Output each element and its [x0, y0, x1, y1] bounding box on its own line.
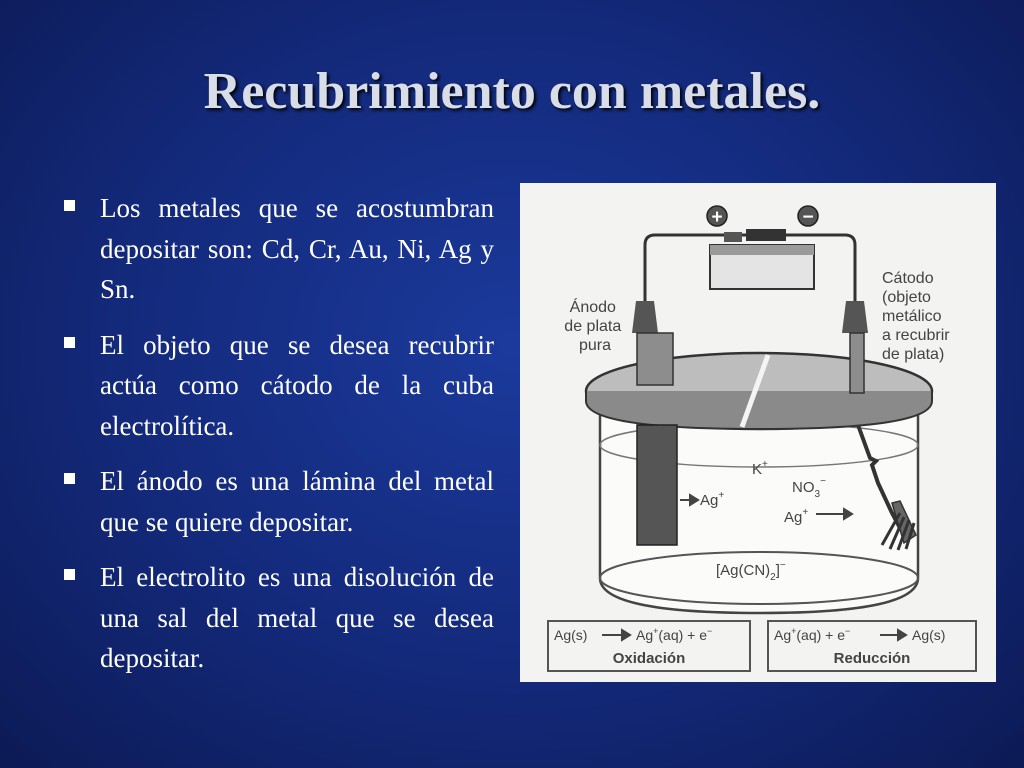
bullet-item: El ánodo es una lámina del metal que se quiere depositar. — [60, 461, 494, 542]
svg-text:Ag+(aq) + e−: Ag+(aq) + e− — [636, 626, 713, 643]
oxidation-arrow — [602, 630, 630, 640]
oxidation-equation: Ag(s) — [554, 627, 588, 643]
ag-ion-left-label: Ag+ — [700, 490, 725, 509]
svg-text:Ag(s): Ag(s) — [912, 627, 946, 643]
svg-text:+: + — [711, 207, 723, 228]
cathode-label: Cátodo (objeto metálico a recubrir de plata) — [882, 270, 950, 363]
plus-terminal-icon — [707, 206, 727, 228]
reduction-equation: Ag+(aq) + e− — [774, 626, 851, 643]
anode-label: Ánodo de plata pura — [564, 299, 622, 354]
bullet-item: Los metales que se acostumbran depositar son: Cd, Cr, Au, Ni, Ag y Sn. — [60, 188, 494, 310]
bullet-list — [60, 188, 494, 694]
square-bullet-icon — [64, 337, 75, 348]
ag-ion-right-label: Ag+ — [784, 507, 809, 526]
oxidation-label: Oxidación — [612, 650, 686, 667]
cathode-hanger — [850, 333, 864, 393]
cathode-clip-icon — [842, 301, 868, 333]
battery-icon — [710, 229, 814, 289]
complex-ion-label: $[Ag(CN)_2]^-$ — [716, 560, 786, 583]
svg-text:−: − — [802, 207, 814, 228]
anode-clip-icon — [632, 301, 658, 333]
electroplating-diagram — [520, 183, 996, 682]
reduction-arrow — [880, 630, 906, 640]
k-ion-label: K+ — [752, 459, 768, 478]
square-bullet-icon — [64, 200, 75, 211]
minus-terminal-icon — [798, 206, 818, 228]
reduction-label: Reducción — [833, 650, 911, 667]
no3-ion-label: $NO_3^-$ — [792, 476, 826, 500]
anode-plate — [637, 333, 673, 385]
anode-plate-submerged — [637, 425, 677, 545]
bullet-item: El objeto que se desea recubrir actúa como cátodo de la cuba electrolítica. — [60, 325, 494, 447]
square-bullet-icon — [64, 569, 75, 580]
square-bullet-icon — [64, 473, 75, 484]
bullet-item: El electrolito es una disolución de una sal del metal que se desea depositar. — [60, 557, 494, 679]
slide-title: Recubrimiento con metales. — [203, 63, 821, 120]
